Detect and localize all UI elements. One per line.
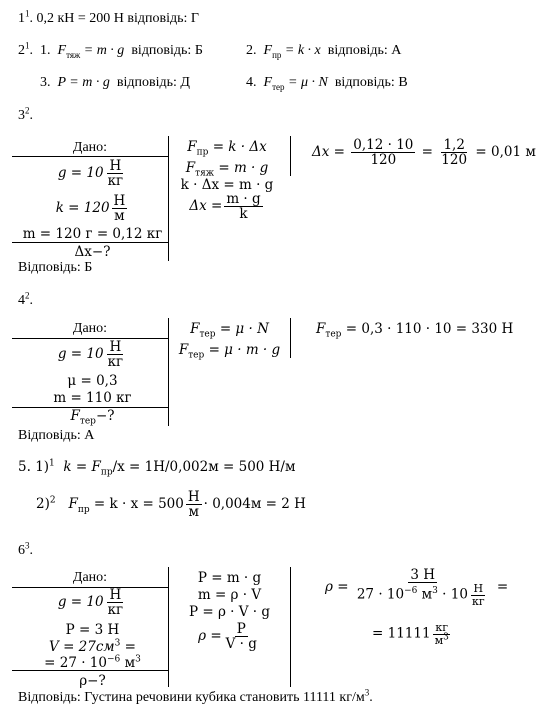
q3-formula-3: k · Δx = m · g bbox=[180, 177, 274, 193]
question-4-label: $4^2$. bbox=[18, 290, 33, 308]
q4-divider-2 bbox=[290, 318, 291, 358]
q4-given-g: g = 10 $\frac{Н}{кг}$ bbox=[57, 339, 124, 371]
q3-given-g: g = 10 $\frac{Н}{кг}$ bbox=[57, 158, 124, 190]
q4-solution: $F_{тер} = 0,3 \cdot 110 \cdot 10 = 330$ Н bbox=[316, 321, 514, 340]
q4-given-mu: μ = 0,3 bbox=[67, 373, 118, 389]
question-3-label: $3^2$. bbox=[18, 105, 33, 123]
q4-given-line bbox=[12, 338, 169, 339]
q6-formula-3: P = ρ · V · g bbox=[188, 604, 271, 620]
q3-divider bbox=[168, 136, 169, 261]
q3-answer: Відповідь: Б bbox=[18, 260, 93, 275]
q4-formula-1: $F_{тер} = \mu \cdot N$ bbox=[190, 321, 269, 340]
q3-divider-2 bbox=[290, 136, 291, 176]
q3-formula-2: $F_{тяж} = m \cdot g$ bbox=[185, 160, 269, 179]
question-2-item-3: 3. P = m · g відповідь: Д bbox=[40, 75, 190, 90]
q6-given-g: g = 10 $\frac{Н}{кг}$ bbox=[57, 587, 124, 619]
q6-formula-2: m = ρ · V bbox=[197, 587, 262, 603]
question-6-label: $6^3$. bbox=[18, 540, 33, 558]
q3-solution: Δx = $\frac{0,12 \cdot 10}{120}$ = $\frac{1,2}{120}$ = 0,01 м bbox=[312, 137, 536, 169]
q5-part-1: 5. 1)$^1$ $k = F_{пр}/x = 1Н/0,002м = 500$ Н/м bbox=[18, 458, 296, 478]
question-2-item-1: 1. $F_{тяж} = m \cdot g$ відповідь: Б bbox=[40, 43, 203, 60]
q6-divider bbox=[168, 567, 169, 687]
q6-solution: ρ = 3 Н $27 \cdot 10^{-6}$ $м^3 \cdot 10$ $\frac{Н}{кг}$ = bbox=[325, 567, 509, 608]
q3-find-line bbox=[12, 242, 169, 243]
question-2-item-2: 2. $F_{пр} = k \cdot x$ відповідь: А bbox=[246, 43, 402, 60]
q4-divider bbox=[168, 318, 169, 426]
q3-given-line bbox=[12, 156, 169, 157]
q3-formula-4: Δx = $\frac{m \cdot g}{k}$ bbox=[189, 191, 261, 223]
q3-given-m: m = 120 г = 0,12 кг bbox=[22, 226, 163, 242]
q4-answer: Відповідь: А bbox=[18, 428, 95, 443]
q5-part-2: 2)$^2$ $F_{пр} = k \cdot x = 500$ $\frac{Н}{м}$ · 0,004м = 2 Н bbox=[36, 489, 306, 521]
question-1: $1^1$. 0,2 кН = 200 Н відповідь: Г bbox=[18, 8, 200, 26]
q3-given-title: Дано: bbox=[72, 140, 108, 155]
q6-answer: Відповідь: Густина речовини кубика становить 11111 $кг/м^3$. bbox=[18, 687, 373, 705]
q4-given-m: m = 110 кг bbox=[53, 390, 132, 406]
q6-solution-result: = 11111 $\frac{кг}{м^3}$ bbox=[372, 621, 449, 647]
q4-given-title: Дано: bbox=[72, 321, 108, 336]
q4-find: $F_{тер}-$? bbox=[70, 408, 115, 427]
q4-formula-2: $F_{тер} = \mu \cdot m \cdot g$ bbox=[178, 342, 281, 361]
question-2-label: $2^1$. bbox=[18, 40, 33, 58]
q6-divider-2 bbox=[290, 567, 291, 687]
q6-given-V: $V = 27см^3$ = bbox=[49, 638, 136, 655]
q3-formula-1: $F_{пр} = k \cdot \Delta x$ bbox=[187, 139, 267, 158]
q6-given-V-si: = $27 \cdot 10^{-6}$ $м^3$ bbox=[44, 654, 141, 671]
q3-find: Δx−? bbox=[74, 244, 111, 260]
q6-find: ρ−? bbox=[79, 673, 106, 689]
q6-given-P: P = 3 Н bbox=[65, 622, 120, 638]
q6-formula-1: P = m · g bbox=[197, 570, 262, 586]
question-2-item-4: 4. $F_{тер} = \mu \cdot N$ відповідь: В bbox=[246, 75, 408, 92]
q3-given-k: k = 120 $\frac{Н}{м}$ bbox=[55, 193, 126, 225]
q6-given-title: Дано: bbox=[72, 570, 108, 585]
q6-formula-4: ρ = $\frac{P}{V \cdot g}$ bbox=[198, 621, 257, 653]
